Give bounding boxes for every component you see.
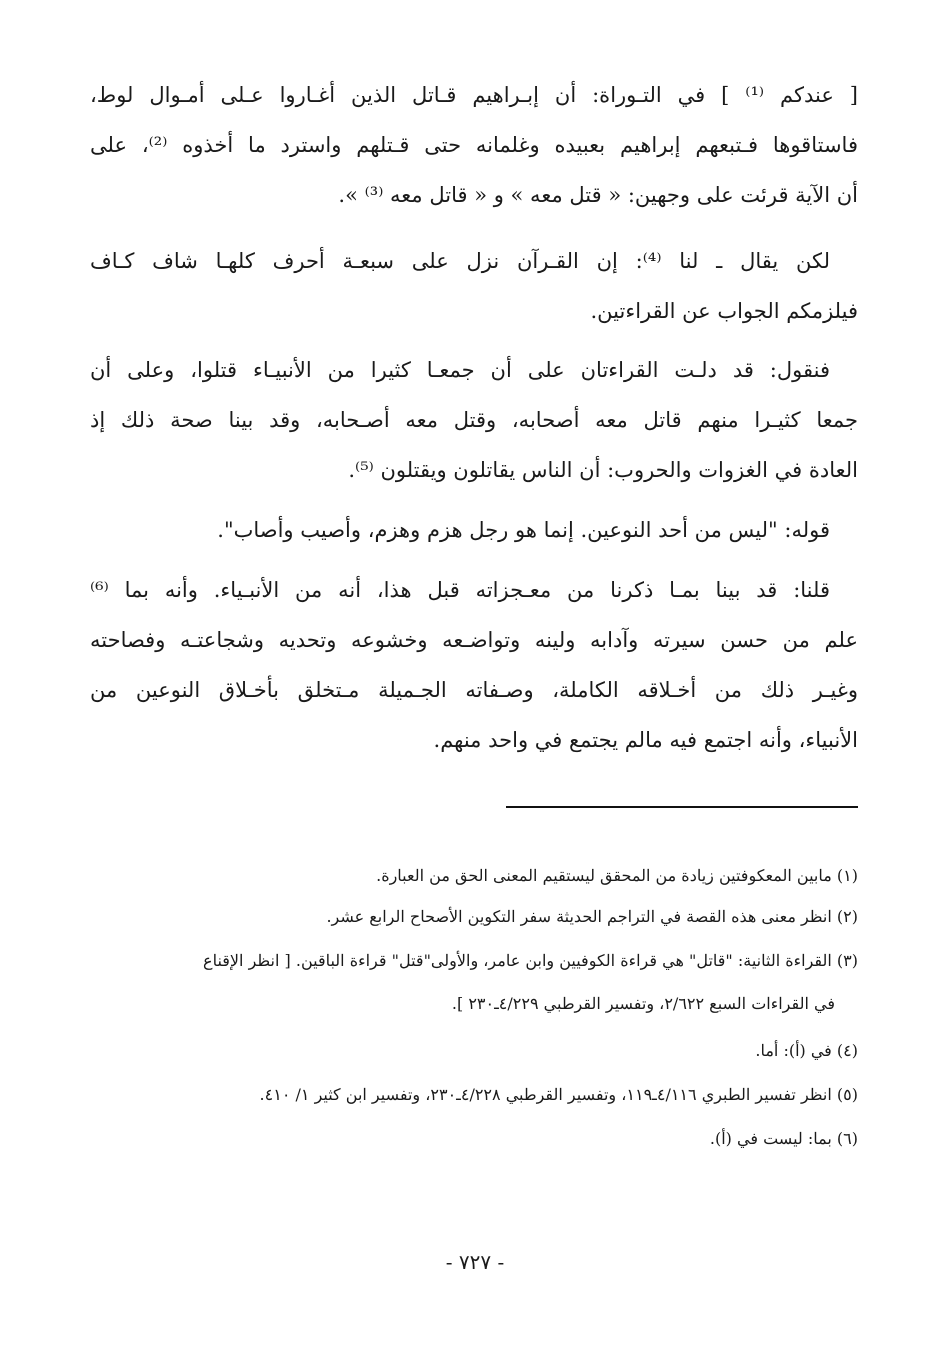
paragraph-1 <box>90 70 858 220</box>
text-line: أن الآية قرئت على وجهين: « قتل معه » و « قاتل معه ⁽³⁾ ». <box>338 183 858 207</box>
paragraph-2 <box>90 236 858 336</box>
paragraph-5 <box>90 565 858 765</box>
footnote-separator <box>506 806 858 808</box>
text-line: فاستاقوها فـتبعهم إبراهيم بعبيده وغلمانه حتى قـتلهم واسترد ما أخذوه ⁽²⁾، على <box>90 133 858 157</box>
text-line: الأنبياء، وأنه اجتمع فيه مالم يجتمع في واحد منهم. <box>433 728 858 752</box>
text-line: [ عندكم ⁽¹⁾ ] في التـوراة: أن إبـراهيم قـاتل الذين أغـاروا عـلى أمـوال لوط، <box>90 83 858 107</box>
footnote-4: (٤) في (أ): أما. <box>755 1041 858 1060</box>
footnote-3-continued: في القراءات السبع ٢/٦٢٢، وتفسير القرطبي ٤/٢٢٩ـ٢٣٠ ]. <box>451 994 835 1013</box>
text-line: جمعا كثيـرا منهم قاتل معه أصحابه، وقتل معه أصـحابه، وقد بينا صحة ذلك إذ <box>90 408 858 432</box>
text-line: قلنا: قد بينا بمـا ذكرنا من معـجزاته قبل هذا، أنه من الأنبـياء. وأنه بما ⁽⁶⁾ <box>90 578 830 602</box>
page-number: - ٧٢٧ - <box>445 1250 505 1274</box>
footnote-1: (١) مابين المعكوفتين زيادة من المحقق ليستقيم المعنى الحق من العبارة. <box>376 866 858 885</box>
text-line: علم من حسن سيرته وآدابه ولينه وتواضـعه وخشوعه وتحديه وشجاعتـه وفصاحته <box>90 628 858 652</box>
text-line: قوله: "ليس من أحد النوعين. إنما هو رجل هزم وهزم، وأصيب وأصاب". <box>217 518 830 542</box>
paragraph-4 <box>90 505 858 555</box>
footnote-5: (٥) انظر تفسير الطبري ٤/١١٦ـ١١٩، وتفسير القرطبي ٤/٢٢٨ـ٢٣٠، وتفسير ابن كثير ١/ ٤١٠. <box>259 1085 858 1104</box>
footnote-2: (٢) انظر معنى هذه القصة في التراجم الحديثة سفر التكوين الأصحاح الرابع عشر. <box>326 907 858 926</box>
footnote-3: (٣) القراءة الثانية: "قاتل" هي قراءة الكوفيين وابن عامر، والأولى"قتل" قراءة الباقين. [ انظر الإقناع <box>203 951 858 970</box>
text-line: فنقول: قد دلـت القراءتان على أن جمعـا كثيرا من الأنبيـاء قتلوا، وعلى أن <box>90 358 830 382</box>
text-line: لكن يقال ـ لنا ⁽⁴⁾: إن القـرآن نزل على سبعـة أحرف كلهـا شاف كـاف <box>90 249 830 273</box>
text-line: فيلزمكم الجواب عن القراءتين. <box>590 299 858 323</box>
text-line: وغيـر ذلك من أخـلاقه الكاملة، وصـفاته الجـميلة مـتخلق بأخـلاق النوعين من <box>90 678 858 702</box>
footnote-6: (٦) بما: ليست في (أ). <box>709 1129 858 1148</box>
paragraph-3 <box>90 345 858 495</box>
text-line: العادة في الغزوات والحروب: أن الناس يقاتلون ويقتلون ⁽⁵⁾. <box>348 458 858 482</box>
